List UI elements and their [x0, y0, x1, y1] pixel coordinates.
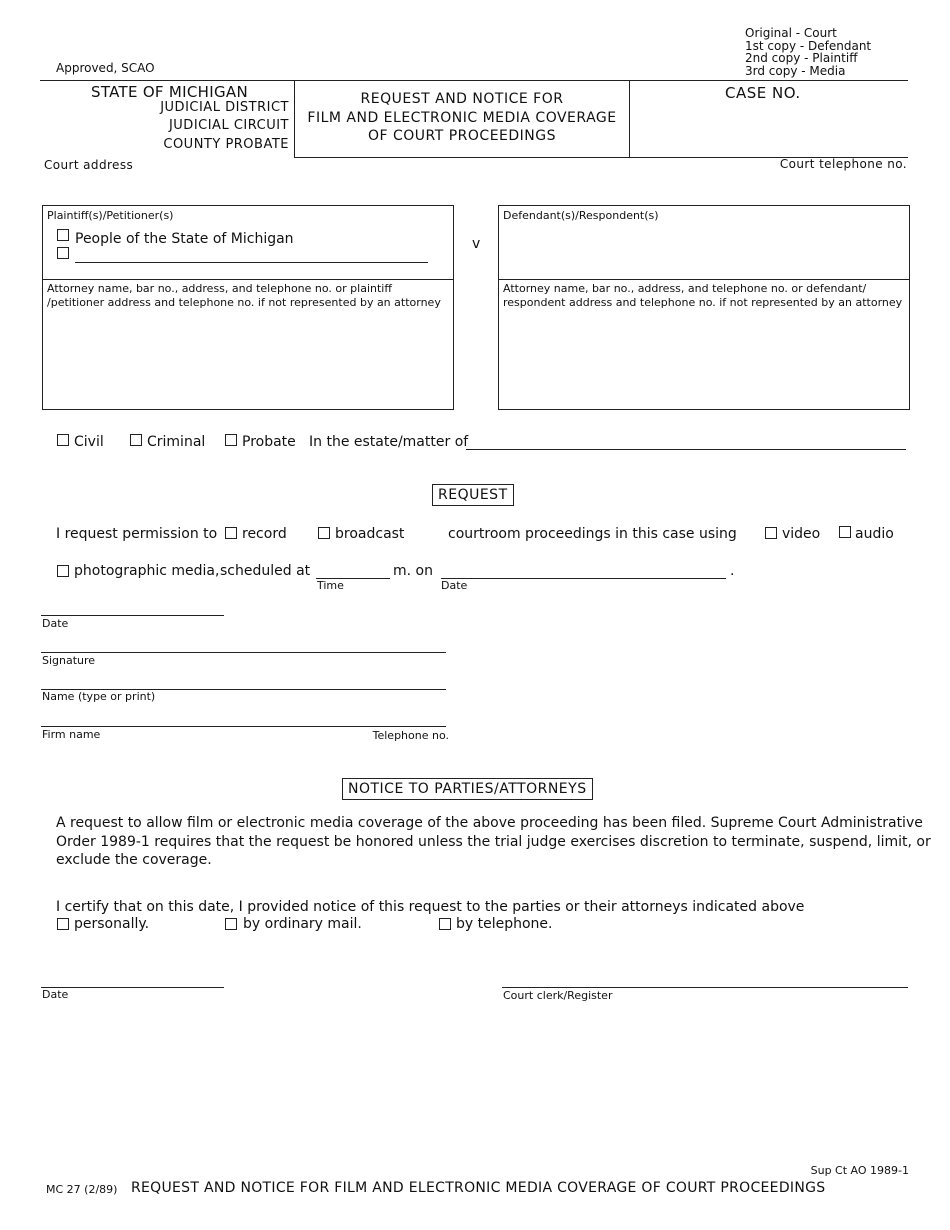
name-label: Name (type or print): [42, 690, 156, 703]
criminal-checkbox[interactable]: [130, 434, 142, 446]
footer-title: REQUEST AND NOTICE FOR FILM AND ELECTRONIC MEDIA COVERAGE OF COURT PROCEEDINGS: [131, 1180, 826, 1196]
video-label: video: [782, 526, 821, 542]
record-checkbox[interactable]: [225, 527, 237, 539]
request-date-label: Date: [441, 579, 468, 592]
plaintiff-people-checkbox[interactable]: [57, 229, 69, 241]
sig-date-line[interactable]: [41, 615, 224, 616]
copy-original: Original - Court: [745, 26, 837, 40]
sup-ct-label: Sup Ct AO 1989-1: [810, 1164, 909, 1177]
plaintiff-people-label: People of the State of Michigan: [75, 231, 294, 247]
plaintiff-attorney-field[interactable]: [46, 312, 450, 406]
video-checkbox[interactable]: [765, 527, 777, 539]
notice-paragraph-line-2: Order 1989-1 requires that the request be honored unless the trial judge exercises discretion to terminate, suspend, limit, or: [56, 833, 931, 850]
plaintiff-attorney-label: Attorney name, bar no., address, and telephone no. or plaintiff /petitioner address and telephone no. if not represented by an attorney: [47, 282, 441, 309]
mail-label: by ordinary mail.: [243, 916, 362, 932]
clerk-line[interactable]: [502, 987, 908, 988]
firm-line[interactable]: [41, 726, 446, 727]
sig-date-label: Date: [42, 617, 69, 630]
telephone-method-label: by telephone.: [456, 916, 553, 932]
m-on-label: m. on: [393, 563, 433, 579]
judicial-district-label: JUDICIAL DISTRICT: [160, 100, 289, 115]
personally-checkbox[interactable]: [57, 918, 69, 930]
state-label: STATE OF MICHIGAN: [91, 83, 248, 101]
copy-plaintiff: 2nd copy - Plaintiff: [745, 51, 858, 65]
versus-label: v: [472, 236, 481, 252]
copy-defendant: 1st copy - Defendant: [745, 38, 872, 53]
form-title-line-1: REQUEST AND NOTICE FOR: [360, 91, 564, 107]
header-divider-right: [629, 80, 630, 157]
broadcast-checkbox[interactable]: [318, 527, 330, 539]
form-title-line-2: FILM AND ELECTRONIC MEDIA COVERAGE: [307, 109, 617, 126]
time-label: Time: [317, 579, 344, 592]
case-no-field[interactable]: [640, 105, 900, 150]
photographic-label: photographic media,: [74, 563, 220, 579]
defendant-name-field[interactable]: [502, 226, 906, 276]
case-no-label: CASE NO.: [725, 84, 801, 102]
form-number: MC 27 (2/89): [46, 1183, 118, 1196]
defendant-label: Defendant(s)/Respondent(s): [503, 209, 659, 222]
criminal-label: Criminal: [147, 434, 206, 450]
firm-label: Firm name: [42, 728, 101, 741]
notice-paragraph-line-3: exclude the coverage.: [56, 852, 212, 868]
broadcast-label: broadcast: [335, 526, 405, 542]
request-period: .: [730, 563, 735, 579]
request-lead: I request permission to: [56, 526, 218, 542]
defendant-attorney-label: Attorney name, bar no., address, and telephone no. or defendant/ respondent address and telephone no. if not represented by an attorney: [503, 282, 903, 309]
signature-line[interactable]: [41, 652, 446, 653]
form-title-line-3: OF COURT PROCEEDINGS: [367, 128, 557, 144]
request-date-line[interactable]: [441, 578, 726, 579]
copy-media: 3rd copy - Media: [745, 63, 846, 78]
request-heading: REQUEST: [432, 484, 514, 506]
notice-heading: NOTICE TO PARTIES/ATTORNEYS: [342, 778, 593, 800]
civil-checkbox[interactable]: [57, 434, 69, 446]
probate-checkbox[interactable]: [225, 434, 237, 446]
form-title: [295, 90, 629, 146]
probate-label: Probate: [242, 434, 296, 450]
estate-matter-line[interactable]: [466, 449, 906, 450]
court-telephone-label: Court telephone no.: [779, 157, 907, 171]
defendant-attorney-field[interactable]: [502, 312, 906, 406]
telephone-checkbox[interactable]: [439, 918, 451, 930]
notice-date-label: Date: [42, 988, 69, 1001]
civil-label: Civil: [74, 434, 104, 450]
audio-label: audio: [855, 526, 894, 542]
header-top-rule: [40, 80, 908, 81]
notice-paragraph-line-1: A request to allow film or electronic media coverage of the above proceeding has been filed. Supreme Court Administrative: [56, 815, 923, 831]
photographic-checkbox[interactable]: [57, 565, 69, 577]
approved-label: Approved, SCAO: [56, 61, 155, 75]
request-middle-text: courtroom proceedings in this case using: [448, 526, 737, 542]
defendant-box-divider: [498, 279, 910, 280]
signature-label: Signature: [42, 654, 96, 667]
plaintiff-label: Plaintiff(s)/Petitioner(s): [47, 209, 174, 222]
court-address-label: Court address: [44, 158, 134, 172]
notice-paragraph: [56, 814, 931, 870]
notice-date-line[interactable]: [41, 987, 224, 988]
personally-label: personally.: [74, 916, 150, 932]
judicial-circuit-label: JUDICIAL CIRCUIT: [168, 118, 289, 133]
audio-checkbox[interactable]: [839, 526, 851, 538]
mail-checkbox[interactable]: [225, 918, 237, 930]
clerk-label: Court clerk/Register: [503, 989, 613, 1002]
plaintiff-box-divider: [42, 279, 454, 280]
telephone-label: Telephone no.: [372, 729, 449, 742]
certify-text: I certify that on this date, I provided notice of this request to the parties or their attorneys indicated above: [56, 899, 805, 915]
plaintiff-other-line[interactable]: [75, 262, 428, 263]
estate-matter-label: In the estate/matter of: [309, 434, 469, 450]
county-probate-label: COUNTY PROBATE: [163, 137, 289, 152]
record-label: record: [242, 526, 287, 542]
copies-list: [745, 27, 871, 77]
plaintiff-other-checkbox[interactable]: [57, 247, 69, 259]
scheduled-at-label: scheduled at: [220, 563, 311, 579]
